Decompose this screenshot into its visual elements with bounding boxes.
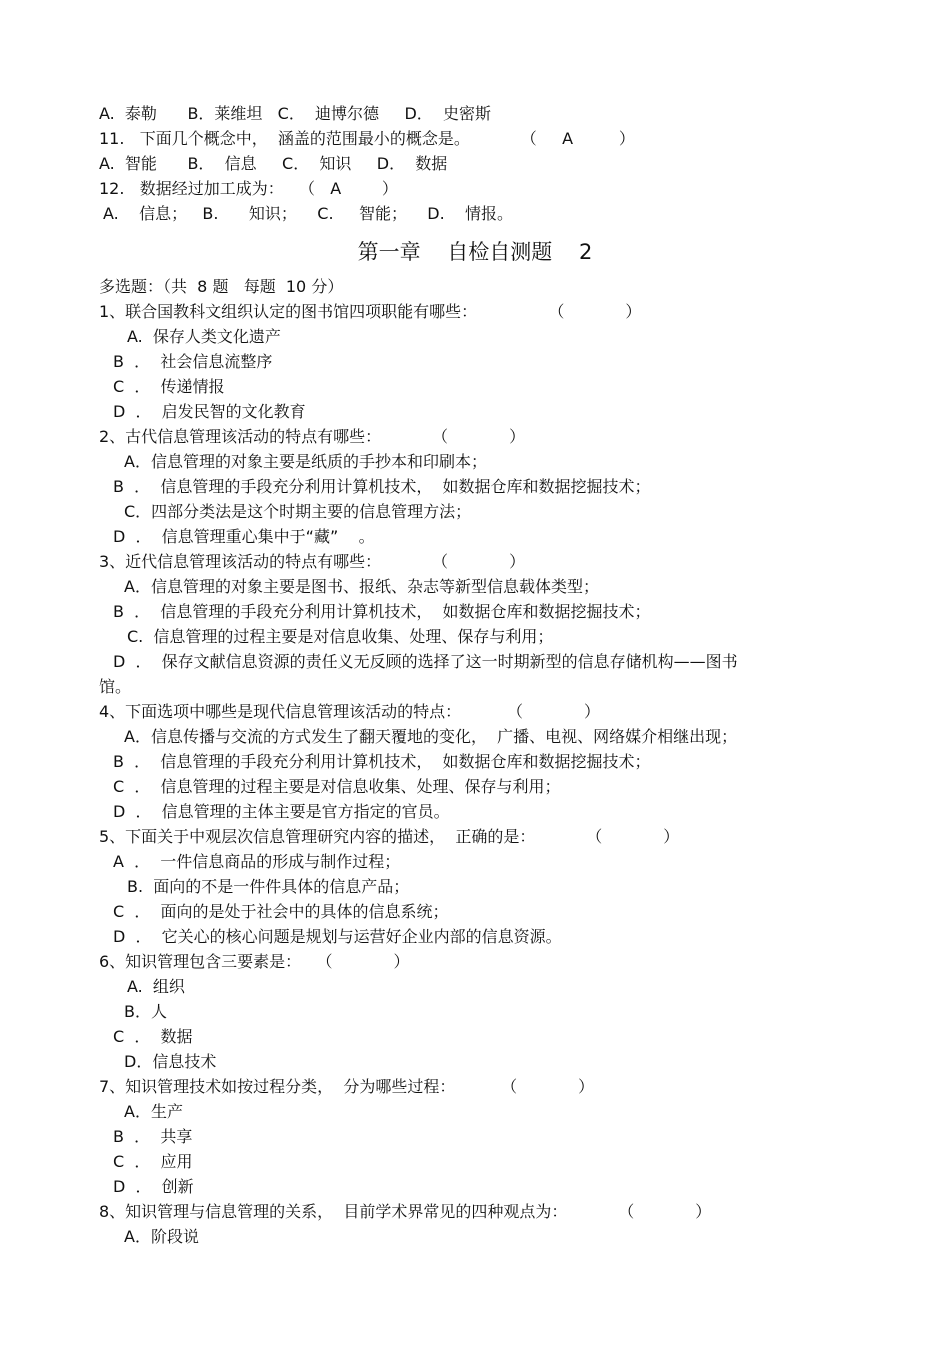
question-option: A ． 一件信息商品的形成与制作过程；	[113, 852, 401, 871]
section-title: 第一章 自检自测题 2	[357, 240, 593, 264]
question-stem: 5、下面关于中观层次信息管理研究内容的描述， 正确的是： （ ）	[99, 827, 680, 846]
question-option: C. 信息管理的过程主要是对信息收集、处理、保存与利用；	[127, 627, 554, 646]
question-option: B ． 信息管理的手段充分利用计算机技术， 如数据仓库和数据挖掘技术；	[113, 602, 651, 621]
question-stem: 2、古代信息管理该活动的特点有哪些： （ ）	[99, 427, 526, 446]
question-option: C ． 信息管理的过程主要是对信息收集、处理、保存与利用；	[113, 777, 561, 796]
question-option: D ． 它关心的核心问题是规划与运营好企业内部的信息资源。	[113, 927, 562, 946]
section-intro: 多选题：（共 8 题 每题 10 分）	[99, 277, 344, 296]
question-stem: 1、联合国教科文组织认定的图书馆四项职能有哪些： （ ）	[99, 302, 642, 321]
question-option: D ． 信息管理的主体主要是官方指定的官员。	[113, 802, 450, 821]
question-option: B．人	[124, 1002, 167, 1021]
question-option: B ． 社会信息流整序	[113, 352, 273, 371]
q12-options: A. 信息； B. 知识； C. 智能； D. 情报。	[103, 204, 514, 223]
question-stem: 7、知识管理技术如按过程分类， 分为哪些过程： （ ）	[99, 1077, 595, 1096]
question-option: A. 组织	[127, 977, 185, 996]
question-option: C ． 应用	[113, 1152, 193, 1171]
question-option: A．信息传播与交流的方式发生了翻天覆地的变化， 广播、电视、网络媒介相继出现；	[124, 727, 738, 746]
question-option: C ． 数据	[113, 1027, 193, 1046]
question-option: A．信息管理的对象主要是图书、报纸、杂志等新型信息载体类型；	[124, 577, 599, 596]
question-option: B ． 信息管理的手段充分利用计算机技术， 如数据仓库和数据挖掘技术；	[113, 752, 651, 771]
question-stem: 3、近代信息管理该活动的特点有哪些： （ ）	[99, 552, 526, 571]
question-option: A．信息管理的对象主要是纸质的手抄本和印刷本；	[124, 452, 487, 471]
question-option: B ． 信息管理的手段充分利用计算机技术， 如数据仓库和数据挖掘技术；	[113, 477, 651, 496]
question-option: D ． 创新	[113, 1177, 194, 1196]
question-option: C ． 面向的是处于社会中的具体的信息系统；	[113, 902, 449, 921]
question-option: C．四部分类法是这个时期主要的信息管理方法；	[124, 502, 472, 521]
question-option: A．阶段说	[124, 1227, 199, 1246]
question-option: B ． 共享	[113, 1127, 193, 1146]
question-option: A. 保存人类文化遗产	[127, 327, 281, 346]
question-option: D ． 保存文献信息资源的责任义无反顾的选择了这一时期新型的信息存储机构——图书	[113, 652, 738, 671]
q11-stem: 11. 下面几个概念中， 涵盖的范围最小的概念是。 （ A ）	[99, 129, 635, 148]
question-option: A．生产	[124, 1102, 183, 1121]
q11-options: A. 智能 B． 信息 C． 知识 D． 数据	[99, 154, 448, 173]
question-option: B. 面向的不是一件件具体的信息产品；	[127, 877, 410, 896]
question-option-continuation: 馆。	[99, 677, 132, 696]
question-option: D．信息技术	[124, 1052, 217, 1071]
question-stem: 6、知识管理包含三要素是： （ ）	[99, 952, 410, 971]
q12-stem: 12. 数据经过加工成为： （ A ）	[99, 179, 398, 198]
question-option: D ． 启发民智的文化教育	[113, 402, 306, 421]
question-stem: 8、知识管理与信息管理的关系， 目前学术界常见的四种观点为： （ ）	[99, 1202, 712, 1221]
question-stem: 4、下面选项中哪些是现代信息管理该活动的特点： （ ）	[99, 702, 600, 721]
question-option: C ． 传递情报	[113, 377, 225, 396]
question-option: D ． 信息管理重心集中于“藏” 。	[113, 527, 375, 546]
q10-options: A. 泰勒 B．莱维坦 C． 迪博尔德 D． 史密斯	[99, 104, 491, 123]
